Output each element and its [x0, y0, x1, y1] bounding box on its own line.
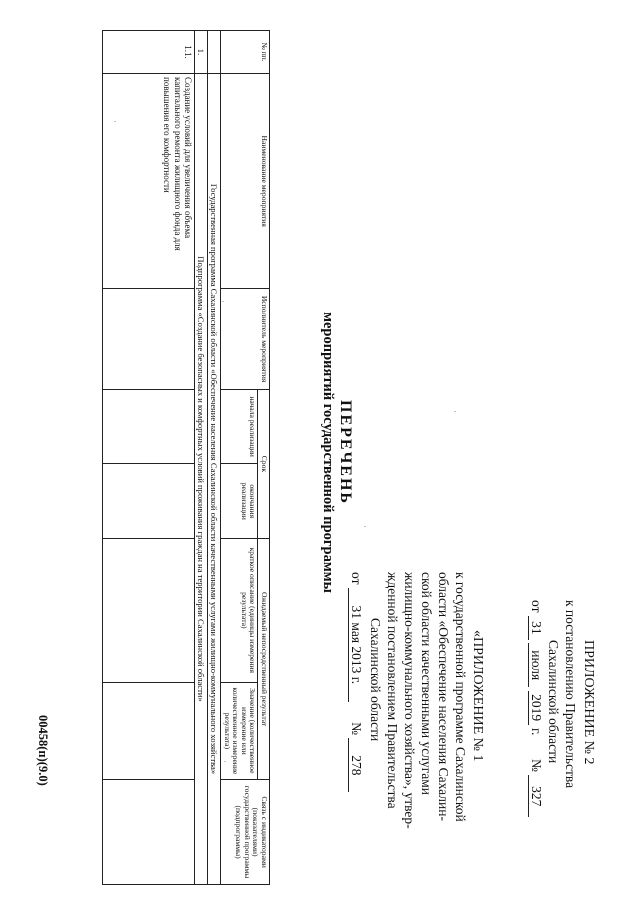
- scan-speck: ·: [450, 410, 460, 413]
- scan-speck: ·: [110, 120, 120, 123]
- row-term-end: [103, 464, 195, 539]
- appendix2-day: 31: [528, 616, 544, 640]
- program-text: Государственная программа Сахалинской области «Обеспечение населения Сахалинской области качественными услугами жилищно-коммунального хозяйства»: [208, 74, 221, 885]
- row-num: 1.1.: [103, 31, 195, 74]
- header-result-desc: краткое описание (единицы измерения результата): [221, 539, 258, 683]
- document-subtitle: мероприятий государственной программы: [320, 312, 336, 593]
- appendix2-month: июля: [528, 643, 544, 687]
- appendix1-title: «ПРИЛОЖЕНИЕ № 1: [470, 630, 485, 762]
- header-num: № пп.: [221, 31, 270, 74]
- appendix2-year-suffix: г.: [529, 727, 544, 736]
- header-term-start: начала реализации: [221, 389, 258, 464]
- appendix1-line-6: Сахалинской области: [368, 618, 383, 742]
- appendix2-from-label: от: [529, 600, 544, 613]
- scan-speck: ·: [360, 525, 370, 528]
- document-code: 00458(п)(9.0): [36, 715, 50, 786]
- appendix1-num-label: №: [349, 722, 364, 735]
- header-term-end: окончания реализации: [221, 464, 258, 539]
- subprogram-num: 1.: [195, 31, 208, 74]
- row-link: [103, 780, 195, 885]
- row-result-value: [103, 682, 195, 780]
- header-link: Связь с индикаторами (показателями) государственной программы (подпрограммы): [221, 780, 270, 885]
- table-row: [103, 31, 195, 885]
- table-header-row-1: [258, 31, 270, 885]
- appendix1-line-1: к государственной программе Сахалинской: [453, 572, 468, 822]
- program-num: [208, 31, 221, 74]
- appendix2-date-line: [528, 600, 544, 817]
- appendix2-number: 327: [528, 775, 544, 817]
- scan-speck: ·: [220, 760, 230, 763]
- appendix2-year: 2019: [528, 691, 544, 725]
- header-name: Наименование мероприятия: [221, 74, 270, 289]
- header-result-value: Значение (количественное измерение или количественное измерение результата): [221, 682, 258, 780]
- appendix1-line-4: жилищно-коммунального хозяйства», утвер-: [402, 572, 417, 829]
- appendix1-date: 31 мая 2013 г.: [348, 588, 364, 702]
- subprogram-row: [195, 31, 208, 885]
- header-executor: Исполнитель мероприятия: [221, 289, 270, 389]
- row-name: Создание условий для увеличения объема капитального ремонта жилищного фонда для повышения его комфортности: [103, 74, 195, 289]
- program-row: [208, 31, 221, 885]
- appendix1-line-2: области «Обеспечение населения Сахалин-: [436, 572, 451, 821]
- subprogram-text: Подпрограмма «Создание безопасных и комфортных условий проживания граждан на территории Сахалинской области»: [195, 74, 208, 885]
- scan-speck: ·: [218, 300, 228, 303]
- measures-table: [102, 30, 270, 885]
- appendix1-line-3: ской области качественными услугами: [419, 572, 434, 796]
- appendix2-title: ПРИЛОЖЕНИЕ № 2: [581, 640, 596, 765]
- document-title: ПЕРЕЧЕНЬ: [337, 400, 354, 505]
- row-executor: [103, 289, 195, 389]
- appendix1-from-label: от: [349, 572, 364, 585]
- header-result: Ожидаемый непосредственный результат: [258, 539, 270, 780]
- header-term: Срок: [258, 389, 270, 538]
- appendix2-line2: Сахалинской области: [546, 640, 561, 764]
- appendix1-number: 278: [348, 738, 364, 792]
- appendix1-line-5: жденной постановлением Правительства: [385, 572, 400, 809]
- row-term-start: [103, 389, 195, 464]
- row-result-desc: [103, 539, 195, 683]
- appendix2-line1: к постановлению Правительства: [563, 600, 578, 789]
- appendix2-num-label: №: [529, 759, 544, 772]
